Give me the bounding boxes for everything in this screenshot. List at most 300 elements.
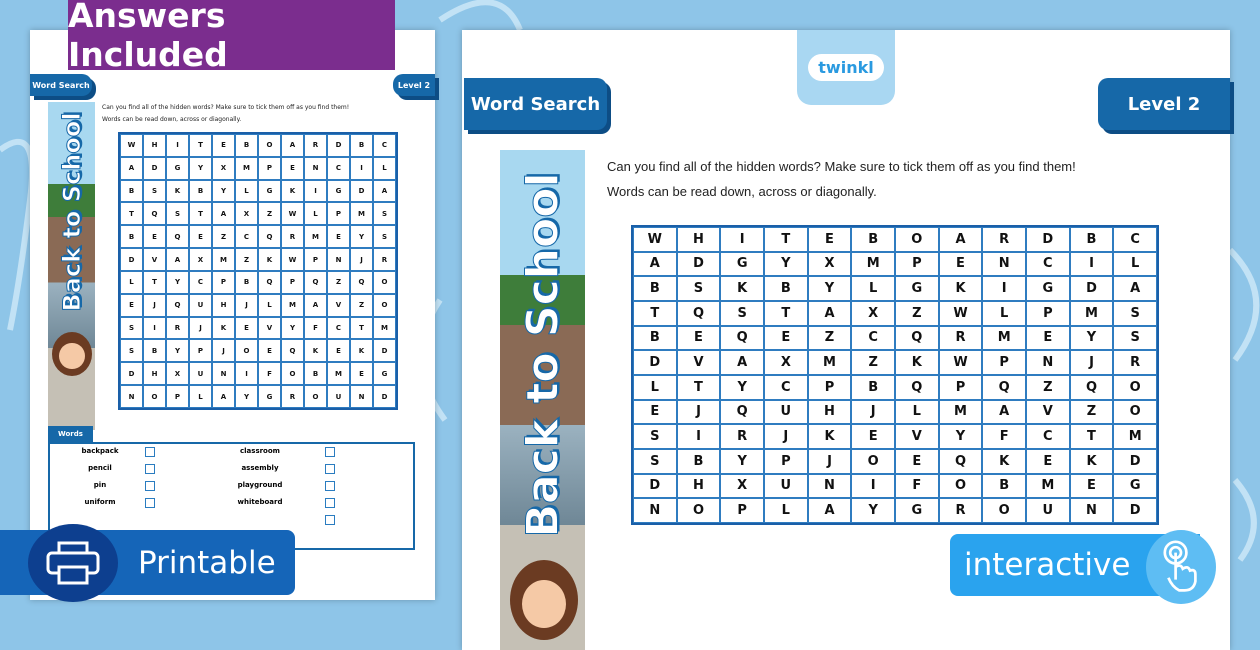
word-item: classroom — [240, 447, 280, 455]
grid-cell: H — [677, 474, 721, 499]
grid-cell: N — [1070, 498, 1114, 523]
grid-cell: E — [143, 225, 166, 248]
grid-cell: I — [143, 317, 166, 340]
grid-cell: X — [764, 350, 808, 375]
grid-cell: V — [258, 317, 281, 340]
word-grid — [631, 225, 1159, 525]
grid-cell: A — [939, 227, 983, 252]
grid-cell: B — [120, 225, 143, 248]
grid-cell: H — [808, 400, 852, 425]
interactive-label: interactive — [964, 547, 1131, 583]
grid-cell: Q — [895, 375, 939, 400]
grid-cell: P — [258, 157, 281, 180]
grid-cell: B — [143, 339, 166, 362]
grid-cell: O — [373, 271, 396, 294]
grid-cell: S — [633, 424, 677, 449]
grid-cell: Q — [982, 375, 1026, 400]
grid-cell: P — [212, 271, 235, 294]
grid-cell: J — [143, 294, 166, 317]
grid-cell: Y — [851, 498, 895, 523]
grid-cell: C — [327, 317, 350, 340]
small-side-title: Back to School — [57, 112, 86, 312]
grid-cell: O — [851, 449, 895, 474]
grid-cell: M — [304, 225, 327, 248]
grid-cell: W — [939, 350, 983, 375]
grid-cell: Q — [166, 294, 189, 317]
grid-cell: C — [851, 326, 895, 351]
grid-cell: S — [143, 180, 166, 203]
grid-cell: M — [982, 326, 1026, 351]
answers-included-badge: Answers Included — [68, 0, 395, 70]
grid-cell: P — [189, 339, 212, 362]
grid-cell: M — [281, 294, 304, 317]
grid-cell: X — [235, 202, 258, 225]
grid-cell: T — [143, 271, 166, 294]
grid-cell: B — [235, 271, 258, 294]
twinkl-logo: twinkl — [797, 30, 895, 105]
grid-cell: Z — [1070, 400, 1114, 425]
grid-cell: T — [677, 375, 721, 400]
grid-cell: P — [281, 271, 304, 294]
grid-cell: W — [281, 248, 304, 271]
grid-cell: E — [350, 362, 373, 385]
grid-cell: S — [677, 276, 721, 301]
grid-cell: Y — [166, 271, 189, 294]
word-item: pin — [93, 481, 107, 489]
grid-cell: Z — [235, 248, 258, 271]
grid-cell: P — [720, 498, 764, 523]
grid-cell: B — [350, 134, 373, 157]
grid-cell: Q — [304, 271, 327, 294]
grid-cell: O — [373, 294, 396, 317]
grid-cell: F — [982, 424, 1026, 449]
grid-cell: Q — [143, 202, 166, 225]
grid-cell: E — [851, 424, 895, 449]
grid-cell: K — [720, 276, 764, 301]
grid-cell: J — [851, 400, 895, 425]
grid-cell: A — [166, 248, 189, 271]
grid-cell: S — [373, 225, 396, 248]
grid-cell: R — [982, 227, 1026, 252]
grid-cell: Y — [281, 317, 304, 340]
word-checkbox[interactable] — [145, 498, 155, 508]
grid-cell: M — [1026, 474, 1070, 499]
grid-cell: N — [1026, 350, 1070, 375]
grid-cell: O — [235, 339, 258, 362]
grid-cell: P — [939, 375, 983, 400]
grid-cell: B — [851, 227, 895, 252]
grid-cell: Z — [327, 271, 350, 294]
grid-cell: K — [212, 317, 235, 340]
grid-cell: A — [1113, 276, 1157, 301]
grid-cell: D — [633, 350, 677, 375]
grid-cell: P — [166, 385, 189, 408]
grid-cell: J — [764, 424, 808, 449]
touch-hand-icon — [1146, 530, 1216, 604]
grid-cell: L — [120, 271, 143, 294]
grid-cell: S — [120, 339, 143, 362]
side-strip — [500, 150, 585, 650]
grid-cell: F — [895, 474, 939, 499]
grid-cell: O — [895, 227, 939, 252]
small-instructions: Can you find all of the hidden words? Make sure to tick them off as you find them! Words can be read down, across or diagonally. — [102, 104, 350, 123]
grid-cell: Z — [808, 326, 852, 351]
grid-cell: X — [720, 474, 764, 499]
grid-cell: U — [764, 400, 808, 425]
grid-cell: D — [677, 252, 721, 277]
grid-cell: L — [189, 385, 212, 408]
grid-cell: M — [350, 202, 373, 225]
grid-cell: G — [166, 157, 189, 180]
printable-badge — [0, 530, 295, 595]
grid-cell: J — [677, 400, 721, 425]
grid-cell: O — [982, 498, 1026, 523]
grid-cell: S — [720, 301, 764, 326]
word-item: playground — [237, 481, 283, 489]
grid-cell: N — [304, 157, 327, 180]
grid-cell: S — [373, 202, 396, 225]
grid-cell: E — [633, 400, 677, 425]
grid-cell: B — [120, 180, 143, 203]
grid-cell: L — [982, 301, 1026, 326]
grid-cell: X — [212, 157, 235, 180]
grid-cell: E — [764, 326, 808, 351]
word-item: assembly — [241, 464, 279, 472]
grid-cell: X — [166, 362, 189, 385]
grid-cell: E — [1070, 474, 1114, 499]
word-checkbox[interactable] — [325, 481, 335, 491]
grid-cell: N — [982, 252, 1026, 277]
grid-cell: H — [143, 362, 166, 385]
word-item: uniform — [84, 498, 116, 506]
grid-cell: Q — [166, 225, 189, 248]
girl-illustration — [510, 560, 578, 640]
grid-cell: Z — [258, 202, 281, 225]
grid-cell: C — [1026, 252, 1070, 277]
grid-cell: A — [633, 252, 677, 277]
grid-cell: T — [350, 317, 373, 340]
grid-cell: M — [212, 248, 235, 271]
grid-cell: I — [1070, 252, 1114, 277]
grid-cell: E — [677, 326, 721, 351]
grid-cell: B — [677, 449, 721, 474]
instructions: Can you find all of the hidden words? Make sure to tick them off as you find them! Words can be read down, across or diagonally. — [607, 159, 1076, 199]
grid-cell: Q — [350, 271, 373, 294]
grid-cell: E — [120, 294, 143, 317]
grid-cell: E — [235, 317, 258, 340]
word-checkbox[interactable] — [325, 447, 335, 457]
grid-cell: K — [939, 276, 983, 301]
grid-cell: U — [327, 385, 350, 408]
grid-cell: I — [851, 474, 895, 499]
grid-cell: E — [281, 157, 304, 180]
grid-cell: G — [327, 180, 350, 203]
grid-cell: R — [281, 385, 304, 408]
grid-cell: U — [1026, 498, 1070, 523]
grid-cell: A — [304, 294, 327, 317]
grid-cell: H — [143, 134, 166, 157]
grid-cell: Q — [895, 326, 939, 351]
grid-cell: S — [120, 317, 143, 340]
grid-cell: G — [720, 252, 764, 277]
grid-cell: O — [304, 385, 327, 408]
grid-cell: R — [1113, 350, 1157, 375]
grid-cell: M — [1070, 301, 1114, 326]
grid-cell: Q — [281, 339, 304, 362]
grid-cell: M — [939, 400, 983, 425]
grid-cell: H — [212, 294, 235, 317]
grid-cell: A — [982, 400, 1026, 425]
grid-cell: A — [120, 157, 143, 180]
grid-cell: Y — [939, 424, 983, 449]
grid-cell: D — [350, 180, 373, 203]
grid-cell: U — [189, 362, 212, 385]
grid-cell: O — [258, 134, 281, 157]
interactive-badge — [950, 534, 1200, 596]
grid-cell: Y — [212, 180, 235, 203]
grid-cell: C — [764, 375, 808, 400]
grid-cell: T — [764, 227, 808, 252]
grid-cell: K — [304, 339, 327, 362]
grid-cell: Y — [808, 276, 852, 301]
grid-cell: Q — [258, 271, 281, 294]
grid-cell: D — [120, 248, 143, 271]
grid-cell: O — [939, 474, 983, 499]
grid-cell: D — [373, 385, 396, 408]
grid-cell: N — [212, 362, 235, 385]
words-label: Words — [48, 426, 93, 442]
grid-cell: L — [258, 294, 281, 317]
word-checkbox[interactable] — [145, 447, 155, 457]
grid-cell: B — [633, 276, 677, 301]
grid-cell: F — [258, 362, 281, 385]
grid-cell: U — [764, 474, 808, 499]
grid-cell: N — [808, 474, 852, 499]
grid-cell: E — [212, 134, 235, 157]
grid-cell: T — [1070, 424, 1114, 449]
grid-cell: K — [166, 180, 189, 203]
word-item: backpack — [81, 447, 119, 455]
grid-cell: M — [1113, 424, 1157, 449]
answer-sheet-preview — [30, 30, 435, 600]
grid-cell: L — [304, 202, 327, 225]
grid-cell: I — [982, 276, 1026, 301]
grid-cell: G — [258, 385, 281, 408]
grid-cell: O — [143, 385, 166, 408]
grid-cell: G — [1026, 276, 1070, 301]
grid-cell: P — [327, 202, 350, 225]
grid-cell: D — [1113, 498, 1157, 523]
grid-cell: G — [373, 362, 396, 385]
grid-cell: X — [851, 301, 895, 326]
grid-cell: C — [1113, 227, 1157, 252]
grid-cell: C — [373, 134, 396, 157]
grid-cell: A — [212, 202, 235, 225]
grid-cell: P — [982, 350, 1026, 375]
grid-cell: N — [327, 248, 350, 271]
grid-cell: M — [851, 252, 895, 277]
grid-cell: B — [304, 362, 327, 385]
grid-cell: D — [1026, 227, 1070, 252]
grid-cell: B — [851, 375, 895, 400]
grid-cell: V — [677, 350, 721, 375]
grid-cell: R — [281, 225, 304, 248]
grid-cell: Q — [677, 301, 721, 326]
grid-cell: M — [327, 362, 350, 385]
grid-cell: I — [166, 134, 189, 157]
grid-cell: D — [373, 339, 396, 362]
small-level-tab: Level 2 — [393, 74, 435, 96]
word-checkbox[interactable] — [325, 515, 335, 525]
grid-cell: L — [373, 157, 396, 180]
grid-cell: D — [633, 474, 677, 499]
grid-cell: T — [633, 301, 677, 326]
grid-cell: E — [1026, 326, 1070, 351]
grid-cell: T — [120, 202, 143, 225]
grid-cell: Z — [895, 301, 939, 326]
grid-cell: Y — [189, 157, 212, 180]
grid-cell: I — [235, 362, 258, 385]
grid-cell: W — [120, 134, 143, 157]
printer-icon — [28, 524, 118, 602]
grid-cell: N — [350, 385, 373, 408]
word-checkbox[interactable] — [325, 464, 335, 474]
grid-cell: A — [281, 134, 304, 157]
grid-cell: K — [281, 180, 304, 203]
grid-cell: Y — [720, 449, 764, 474]
grid-cell: E — [327, 339, 350, 362]
grid-cell: B — [764, 276, 808, 301]
title-tab: Word Search — [464, 78, 607, 130]
grid-cell: V — [327, 294, 350, 317]
grid-cell: U — [189, 294, 212, 317]
grid-cell: R — [939, 326, 983, 351]
grid-cell: D — [120, 362, 143, 385]
grid-cell: J — [350, 248, 373, 271]
small-title-tab: Word Search — [30, 74, 92, 96]
grid-cell: A — [808, 301, 852, 326]
grid-cell: C — [1026, 424, 1070, 449]
grid-cell: T — [189, 134, 212, 157]
grid-cell: G — [895, 276, 939, 301]
grid-cell: Y — [350, 225, 373, 248]
grid-cell: Y — [1070, 326, 1114, 351]
girl-illustration — [52, 332, 92, 376]
level-tab: Level 2 — [1098, 78, 1230, 130]
grid-cell: J — [189, 317, 212, 340]
word-checkbox[interactable] — [325, 498, 335, 508]
grid-cell: E — [808, 227, 852, 252]
grid-cell: B — [1070, 227, 1114, 252]
grid-cell: D — [327, 134, 350, 157]
grid-cell: E — [327, 225, 350, 248]
word-item: whiteboard — [237, 498, 283, 506]
grid-cell: P — [895, 252, 939, 277]
grid-cell: Q — [939, 449, 983, 474]
grid-cell: D — [1070, 276, 1114, 301]
grid-cell: E — [939, 252, 983, 277]
grid-cell: E — [189, 225, 212, 248]
grid-cell: Z — [851, 350, 895, 375]
grid-cell: H — [677, 227, 721, 252]
grid-cell: Q — [1070, 375, 1114, 400]
grid-cell: E — [895, 449, 939, 474]
grid-cell: Y — [764, 252, 808, 277]
grid-cell: L — [235, 180, 258, 203]
grid-cell: V — [1026, 400, 1070, 425]
grid-cell: Z — [212, 225, 235, 248]
grid-cell: A — [720, 350, 764, 375]
grid-cell: R — [373, 248, 396, 271]
grid-cell: E — [258, 339, 281, 362]
grid-cell: J — [1070, 350, 1114, 375]
grid-cell: I — [304, 180, 327, 203]
grid-cell: X — [189, 248, 212, 271]
grid-cell: X — [808, 252, 852, 277]
grid-cell: Q — [258, 225, 281, 248]
grid-cell: J — [212, 339, 235, 362]
grid-cell: O — [677, 498, 721, 523]
grid-cell: N — [120, 385, 143, 408]
grid-cell: A — [212, 385, 235, 408]
grid-cell: I — [350, 157, 373, 180]
word-checkbox[interactable] — [145, 481, 155, 491]
grid-cell: W — [633, 227, 677, 252]
grid-cell: C — [189, 271, 212, 294]
grid-cell: O — [281, 362, 304, 385]
grid-cell: V — [895, 424, 939, 449]
grid-cell: G — [895, 498, 939, 523]
grid-cell: B — [235, 134, 258, 157]
grid-cell: A — [808, 498, 852, 523]
grid-cell: A — [373, 180, 396, 203]
grid-cell: Z — [350, 294, 373, 317]
grid-cell: M — [808, 350, 852, 375]
grid-cell: O — [1113, 375, 1157, 400]
grid-cell: K — [895, 350, 939, 375]
grid-cell: S — [1113, 326, 1157, 351]
grid-cell: L — [633, 375, 677, 400]
grid-cell: O — [1113, 400, 1157, 425]
grid-cell: B — [633, 326, 677, 351]
grid-cell: R — [304, 134, 327, 157]
grid-cell: K — [982, 449, 1026, 474]
grid-cell: T — [764, 301, 808, 326]
side-title: Back to School — [517, 172, 568, 538]
small-word-grid — [118, 132, 398, 410]
small-side-strip — [48, 102, 95, 430]
grid-cell: Q — [720, 400, 764, 425]
grid-cell: Q — [720, 326, 764, 351]
grid-cell: W — [281, 202, 304, 225]
grid-cell: K — [350, 339, 373, 362]
grid-cell: L — [851, 276, 895, 301]
grid-cell: P — [304, 248, 327, 271]
grid-cell: B — [189, 180, 212, 203]
grid-cell: K — [808, 424, 852, 449]
printable-label: Printable — [138, 544, 276, 581]
grid-cell: C — [327, 157, 350, 180]
grid-cell: R — [166, 317, 189, 340]
grid-cell: K — [258, 248, 281, 271]
grid-cell: P — [808, 375, 852, 400]
grid-cell: W — [939, 301, 983, 326]
grid-cell: B — [982, 474, 1026, 499]
grid-cell: M — [235, 157, 258, 180]
grid-cell: T — [189, 202, 212, 225]
word-checkbox[interactable] — [145, 464, 155, 474]
grid-cell: M — [373, 317, 396, 340]
